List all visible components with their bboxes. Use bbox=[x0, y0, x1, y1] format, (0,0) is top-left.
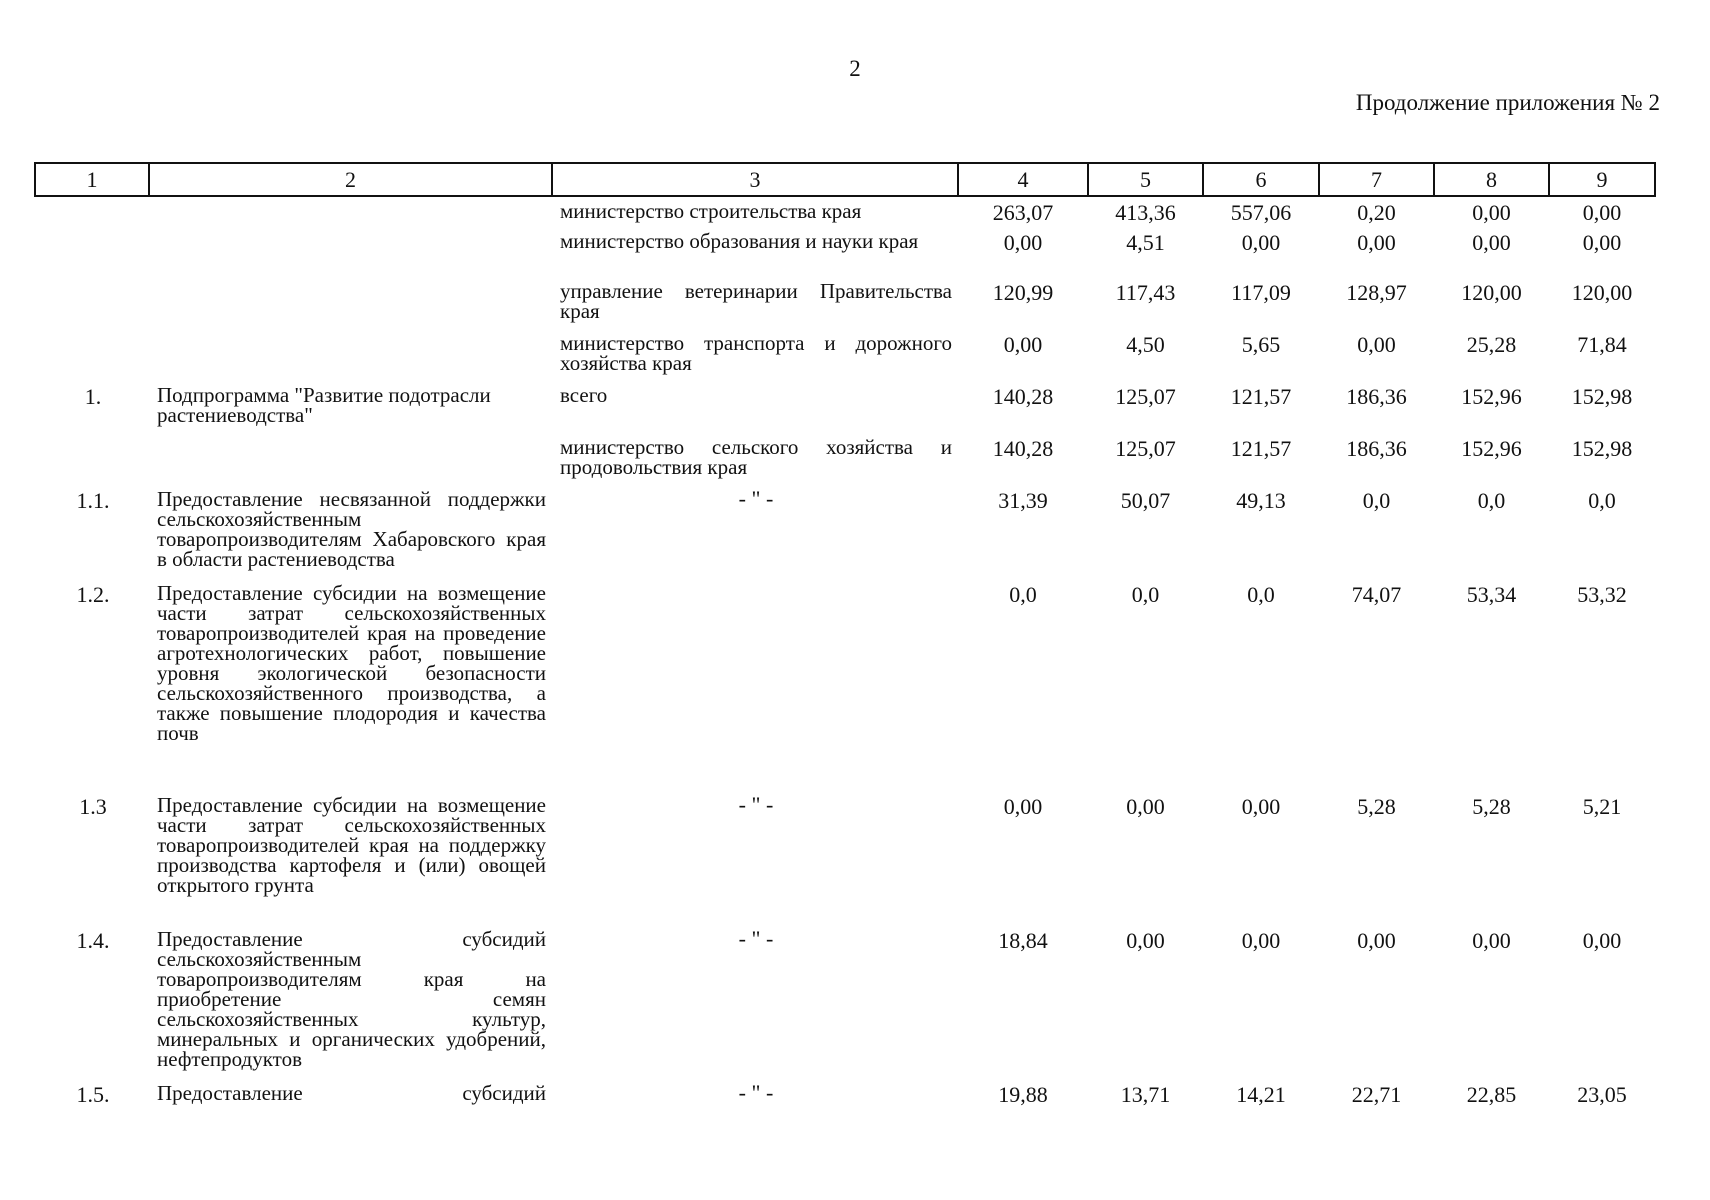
executor-ditto: - " - bbox=[738, 486, 774, 511]
column-header: 4 bbox=[958, 163, 1088, 196]
value-cell: 120,99 bbox=[992, 280, 1054, 305]
value-cell: 53,32 bbox=[1577, 582, 1627, 607]
executor: министерство строительства края bbox=[560, 199, 862, 223]
value-cell: 0,00 bbox=[1582, 928, 1622, 953]
executor-ditto bbox=[552, 579, 958, 791]
value-cell: 0,00 bbox=[1003, 230, 1043, 255]
column-header: 3 bbox=[552, 163, 958, 196]
measure-name bbox=[149, 277, 552, 329]
table-row bbox=[35, 196, 1655, 227]
value-cell: 0,20 bbox=[1357, 200, 1396, 225]
value-cell: 0,00 bbox=[1126, 794, 1165, 819]
value-cell: 186,36 bbox=[1346, 384, 1407, 409]
row-number bbox=[35, 277, 149, 329]
value-cell: 0,00 bbox=[1472, 928, 1511, 953]
table-row bbox=[35, 329, 1655, 381]
value-cell: 263,07 bbox=[992, 200, 1054, 225]
budget-table bbox=[34, 162, 1656, 1115]
value-cell: 413,36 bbox=[1115, 200, 1176, 225]
value-cell: 14,21 bbox=[1236, 1082, 1286, 1107]
header-row bbox=[35, 163, 1655, 196]
value-cell: 18,84 bbox=[998, 928, 1048, 953]
value-cell: 13,71 bbox=[1120, 1082, 1171, 1107]
value-cell: 22,85 bbox=[1466, 1082, 1517, 1107]
table-row bbox=[35, 579, 1655, 791]
value-cell: 120,00 bbox=[1461, 280, 1522, 305]
value-cell: 152,98 bbox=[1571, 436, 1633, 461]
value-cell: 0,00 bbox=[1357, 332, 1396, 357]
value-cell: 49,13 bbox=[1236, 488, 1286, 513]
value-cell: 0,0 bbox=[1362, 488, 1391, 513]
value-cell: 4,51 bbox=[1126, 230, 1165, 255]
column-header: 7 bbox=[1319, 163, 1434, 196]
row-number bbox=[35, 433, 149, 485]
value-cell: 0,00 bbox=[1241, 928, 1281, 953]
value-cell: 0,00 bbox=[1241, 794, 1281, 819]
value-cell: 74,07 bbox=[1351, 582, 1402, 607]
value-cell: 121,57 bbox=[1230, 436, 1292, 461]
value-cell: 140,28 bbox=[992, 384, 1054, 409]
value-cell: 128,97 bbox=[1346, 280, 1407, 305]
table-row bbox=[35, 485, 1655, 579]
measure-name: Предоставление субсидий сельскохозяйственным товаропроизводителям края на приобретение семян сельскохозяйственных культур, минеральных и органических удобрений, нефтепродуктов bbox=[157, 927, 546, 1071]
value-cell: 31,39 bbox=[998, 488, 1048, 513]
table-row bbox=[35, 277, 1655, 329]
executor-ditto: - " - bbox=[738, 792, 774, 817]
value-cell: 0,0 bbox=[1588, 488, 1616, 513]
executor: министерство образования и науки края bbox=[560, 229, 919, 253]
row-number bbox=[35, 329, 149, 381]
column-header: 9 bbox=[1549, 163, 1655, 196]
value-cell: 125,07 bbox=[1115, 384, 1176, 409]
column-header: 1 bbox=[35, 163, 149, 196]
value-cell: 0,0 bbox=[1131, 582, 1160, 607]
value-cell: 125,07 bbox=[1115, 436, 1176, 461]
table-row bbox=[35, 227, 1655, 277]
row-number: 1.2. bbox=[76, 582, 110, 607]
measure-name bbox=[149, 227, 552, 277]
value-cell: 5,28 bbox=[1357, 794, 1396, 819]
column-header: 8 bbox=[1434, 163, 1549, 196]
measure-name: Предоставление субсидий bbox=[157, 1081, 546, 1105]
executor-ditto: - " - bbox=[738, 926, 774, 951]
measure-name bbox=[149, 433, 552, 485]
value-cell: 0,00 bbox=[1357, 230, 1396, 255]
value-cell: 0,00 bbox=[1472, 200, 1511, 225]
value-cell: 120,00 bbox=[1571, 280, 1633, 305]
measure-name bbox=[149, 329, 552, 381]
value-cell: 0,00 bbox=[1241, 230, 1281, 255]
value-cell: 25,28 bbox=[1466, 332, 1517, 357]
value-cell: 0,00 bbox=[1582, 200, 1622, 225]
column-header: 2 bbox=[149, 163, 552, 196]
table-row bbox=[35, 381, 1655, 433]
row-number bbox=[35, 227, 149, 277]
value-cell: 121,57 bbox=[1230, 384, 1292, 409]
value-cell: 117,43 bbox=[1115, 280, 1176, 305]
value-cell: 0,00 bbox=[1357, 928, 1396, 953]
measure-name bbox=[149, 196, 552, 227]
value-cell: 53,34 bbox=[1466, 582, 1517, 607]
executor: министерство транспорта и дорожного хозяйства края bbox=[560, 331, 952, 375]
executor-ditto: - " - bbox=[738, 1080, 774, 1105]
measure-name: Предоставление субсидии на возмещение части затрат сельскохозяйственных товаропроизводителей края на поддержку производства картофеля и (или) овощей открытого грунта bbox=[157, 793, 546, 897]
column-header: 5 bbox=[1088, 163, 1203, 196]
value-cell: 140,28 bbox=[992, 436, 1054, 461]
executor: управление ветеринарии Правительства края bbox=[560, 279, 952, 323]
value-cell: 0,0 bbox=[1009, 582, 1037, 607]
page-number: 2 bbox=[849, 56, 861, 81]
value-cell: 23,05 bbox=[1577, 1082, 1627, 1107]
measure-name: Предоставление субсидии на возмещение части затрат сельскохозяйственных товаропроизводителей края на проведение агротехнологических работ, повышение уровня экологической безопасности сельскохозяйственного производства, а также повышение плодородия и качества почв bbox=[157, 581, 546, 745]
value-cell: 19,88 bbox=[998, 1082, 1048, 1107]
value-cell: 0,0 bbox=[1247, 582, 1275, 607]
row-number: 1.4. bbox=[76, 928, 110, 953]
row-number: 1.3 bbox=[79, 794, 107, 819]
value-cell: 152,96 bbox=[1461, 384, 1522, 409]
value-cell: 0,00 bbox=[1472, 230, 1511, 255]
value-cell: 0,00 bbox=[1126, 928, 1165, 953]
executor: всего bbox=[560, 383, 608, 407]
value-cell: 71,84 bbox=[1577, 332, 1627, 357]
column-header: 6 bbox=[1203, 163, 1319, 196]
value-cell: 4,50 bbox=[1126, 332, 1165, 357]
value-cell: 22,71 bbox=[1351, 1082, 1402, 1107]
measure-name: Предоставление несвязанной поддержки сельскохозяйственным товаропроизводителям Хабаровского края в области растениеводства bbox=[157, 487, 546, 571]
value-cell: 152,96 bbox=[1461, 436, 1522, 461]
value-cell: 5,21 bbox=[1582, 794, 1622, 819]
value-cell: 0,00 bbox=[1003, 332, 1043, 357]
value-cell: 0,00 bbox=[1003, 794, 1043, 819]
value-cell: 0,00 bbox=[1582, 230, 1622, 255]
table-row bbox=[35, 925, 1655, 1079]
table-row bbox=[35, 433, 1655, 485]
table-row bbox=[35, 791, 1655, 925]
value-cell: 0,0 bbox=[1477, 488, 1506, 513]
value-cell: 50,07 bbox=[1120, 488, 1171, 513]
value-cell: 5,65 bbox=[1241, 332, 1281, 357]
value-cell: 152,98 bbox=[1571, 384, 1633, 409]
row-number bbox=[35, 196, 149, 227]
executor: министерство сельского хозяйства и продовольствия края bbox=[560, 435, 952, 479]
row-number: 1. bbox=[84, 384, 102, 409]
value-cell: 186,36 bbox=[1346, 436, 1407, 461]
row-number: 1.5. bbox=[76, 1082, 110, 1107]
row-number: 1.1. bbox=[76, 488, 110, 513]
measure-name: Подпрограмма "Развитие подотрасли растениеводства" bbox=[157, 383, 491, 427]
value-cell: 117,09 bbox=[1231, 280, 1291, 305]
appendix-continuation-label: Продолжение приложения № 2 bbox=[1355, 90, 1660, 115]
value-cell: 557,06 bbox=[1230, 200, 1292, 225]
value-cell: 5,28 bbox=[1472, 794, 1511, 819]
table-row bbox=[35, 1079, 1655, 1115]
